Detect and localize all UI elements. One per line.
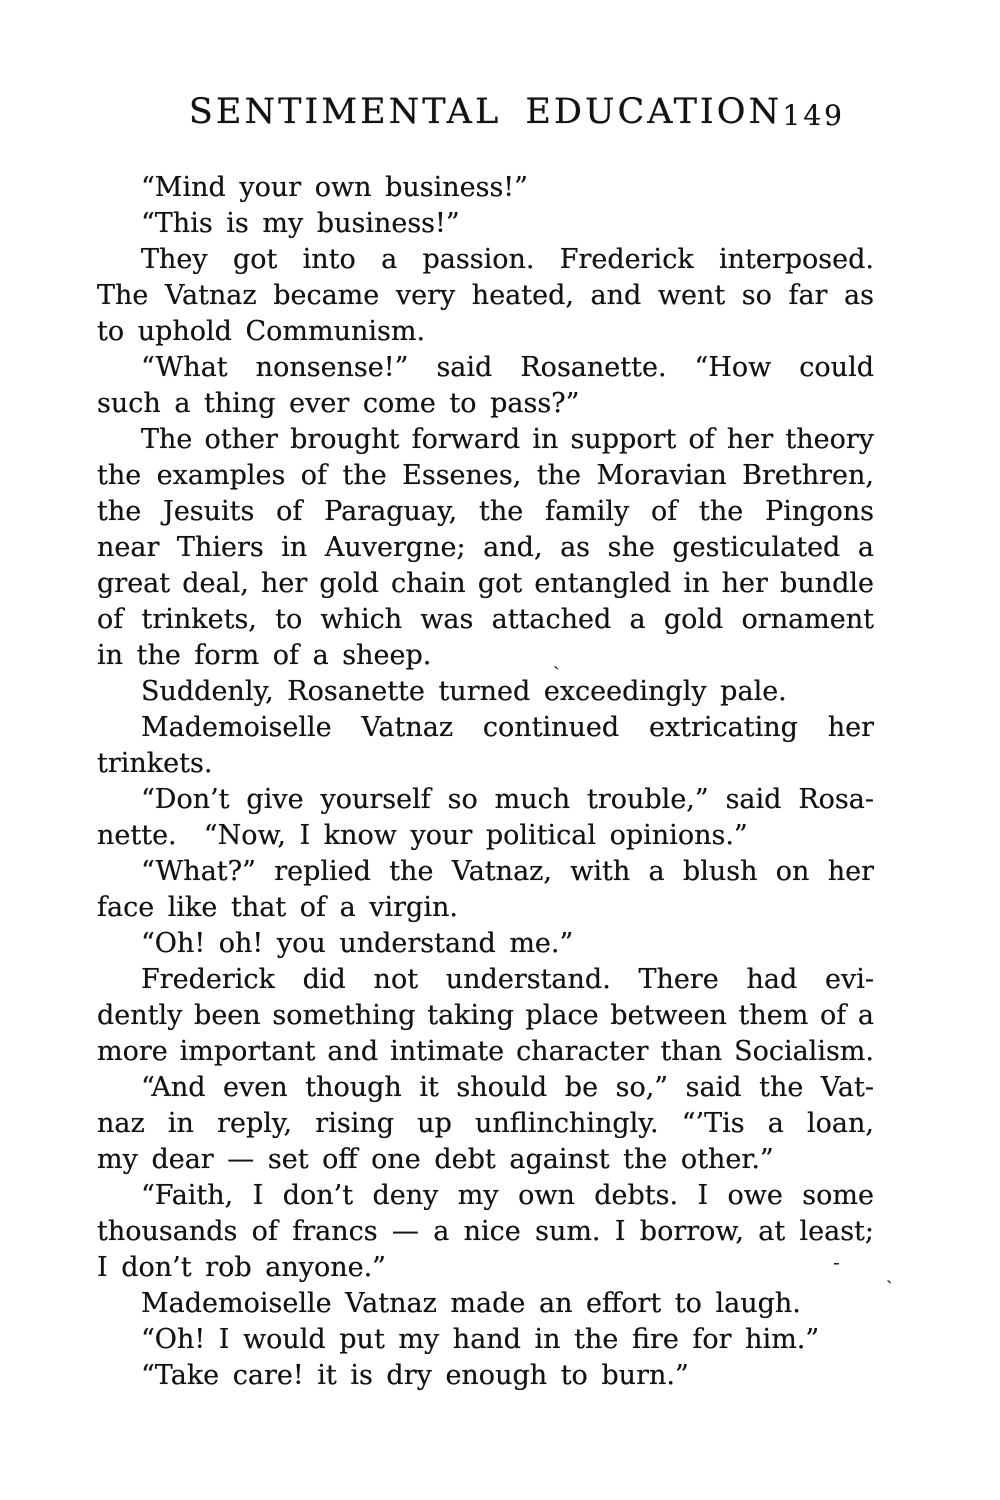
running-title: SENTIMENTAL EDUCATION <box>188 92 783 132</box>
text-line: near Thiers in Auvergne; and, as she gesticulated a <box>97 532 874 563</box>
text-line: naz in reply, rising up unflinchingly. “’Tis a loan, <box>97 1108 874 1139</box>
text-line: to uphold Communism. <box>97 316 426 347</box>
text-line: “Faith, I don’t deny my own debts. I owe some <box>141 1180 874 1211</box>
ink-speck: ˎ <box>553 646 560 670</box>
text-line: The Vatnaz became very heated, and went so far as <box>97 280 874 311</box>
text-line: my dear — set off one debt against the other.” <box>97 1144 774 1175</box>
text-line: face like that of a virgin. <box>97 892 458 923</box>
text-line: “Take care! it is dry enough to burn.” <box>141 1360 689 1391</box>
text-line: Suddenly, Rosanette turned exceedingly pale. <box>141 676 787 707</box>
text-line: “Oh! I would put my hand in the fire for him.” <box>141 1324 820 1355</box>
ink-speck: - <box>833 1250 840 1274</box>
text-line: “Don’t give yourself so much trouble,” said Rosa- <box>141 784 874 815</box>
text-line: great deal, her gold chain got entangled in her bundle <box>97 568 874 599</box>
text-line: They got into a passion. Frederick interposed. <box>141 244 874 275</box>
text-line: more important and intimate character than Socialism. <box>97 1036 874 1067</box>
text-line: Mademoiselle Vatnaz made an effort to laugh. <box>141 1288 801 1319</box>
text-line: “What?” replied the Vatnaz, with a blush on her <box>141 856 874 887</box>
text-line: The other brought forward in support of her theory <box>141 424 874 455</box>
text-line: the Jesuits of Paraguay, the family of the Pingons <box>97 496 874 527</box>
ink-speck: ˎ <box>886 1260 893 1284</box>
text-line: such a thing ever come to pass?” <box>97 388 580 419</box>
text-line: trinkets. <box>97 748 213 779</box>
text-line: “This is my business!” <box>141 208 460 239</box>
text-line: the examples of the Essenes, the Moravian Brethren, <box>97 460 874 491</box>
text-line: “What nonsense!” said Rosanette. “How could <box>141 352 874 383</box>
text-line: “And even though it should be so,” said the Vat- <box>141 1072 874 1103</box>
text-block <box>97 170 874 1394</box>
text-line: thousands of francs — a nice sum. I borrow, at least; <box>97 1216 874 1247</box>
text-line: “Mind your own business!” <box>141 172 528 203</box>
text-line: I don’t rob anyone.” <box>97 1252 386 1283</box>
text-line: nette. “Now, I know your political opinions.” <box>97 820 748 851</box>
text-line: “Oh! oh! you understand me.” <box>141 928 574 959</box>
text-line: Frederick did not understand. There had evi- <box>141 964 874 995</box>
text-line: in the form of a sheep. <box>97 640 432 671</box>
page-number: 149 <box>782 99 845 132</box>
text-line: of trinkets, to which was attached a gold ornament <box>97 604 874 635</box>
text-line: dently been something taking place between them of a <box>97 1000 874 1031</box>
text-line: Mademoiselle Vatnaz continued extricating her <box>141 712 874 743</box>
page-header <box>97 92 874 138</box>
